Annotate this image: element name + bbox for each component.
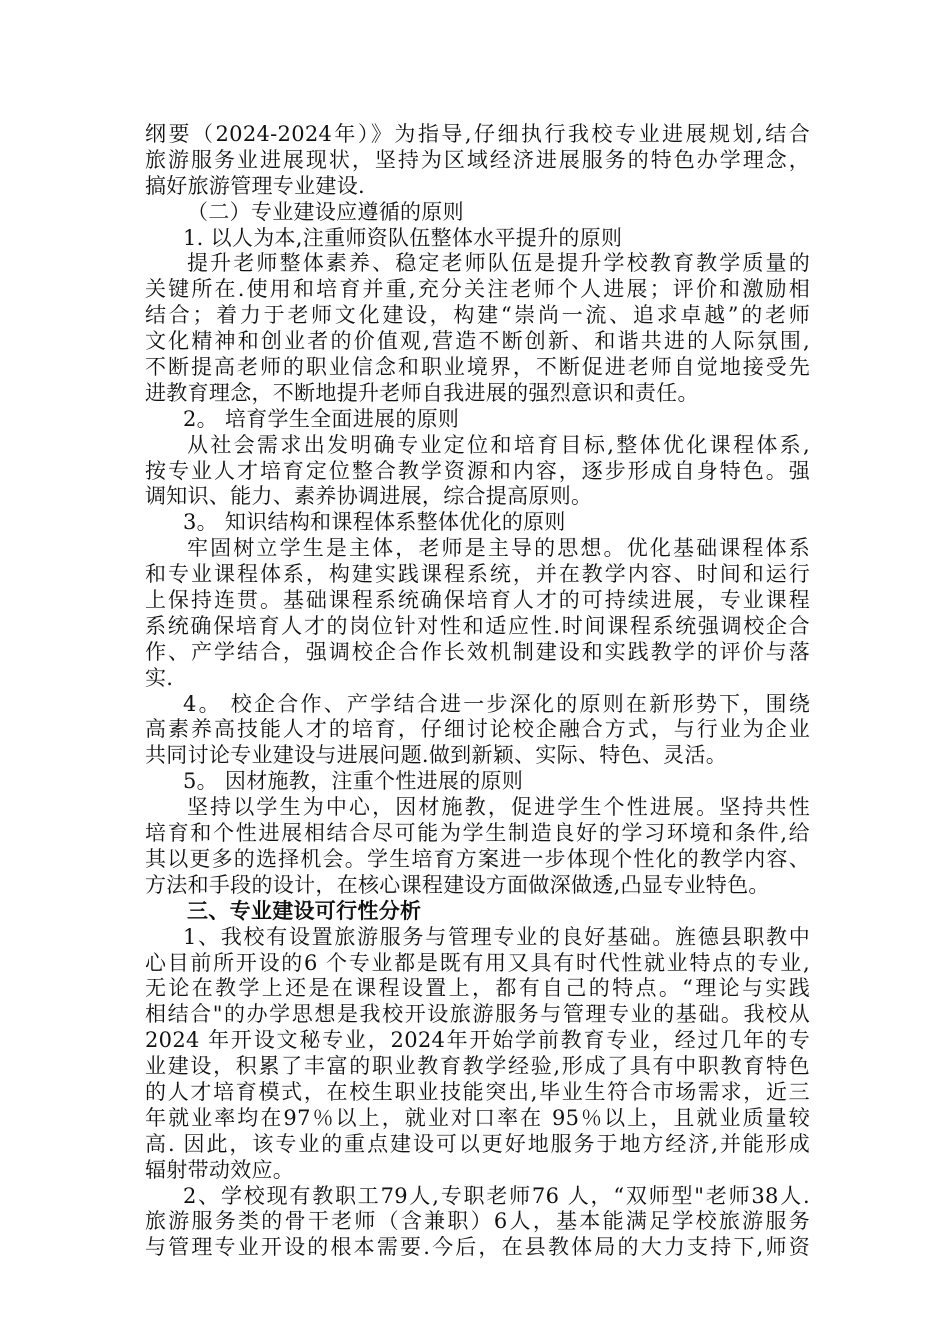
principle-5-line: 其以更多的选择机会。学生培育方案进一步体现个性化的教学内容、 — [145, 846, 810, 871]
principle-4-line: 共同讨论专业建设与进展问题.做到新颖、实际、特色、灵活。 — [145, 743, 728, 768]
feasibility-1-line: 高. 因此，该专业的重点建设可以更好地服务于地方经济,并能形成 — [145, 1131, 810, 1156]
feasibility-1-line: 1、我校有设置旅游服务与管理专业的良好基础。旌德县职教中 — [183, 924, 810, 949]
principle-4-line: 高素养高技能人才的培育，仔细讨论校企融合方式，与行业为企业 — [145, 717, 810, 742]
principle-3-line: 系统确保培育人才的岗位针对性和适应性.时间课程系统强调校企合 — [145, 613, 810, 638]
principle-1-line: 提升老师整体素养、稳定老师队伍是提升学校教育教学质量的 — [187, 251, 810, 276]
feasibility-2-line: 与管理专业开设的根本需要.今后，在县教体局的大力支持下,师资 — [145, 1235, 810, 1260]
feasibility-1-line: 的人才培育模式，在校生职业技能突出,毕业生符合市场需求，近三 — [145, 1079, 810, 1104]
principle-4-line: 4。 校企合作、产学结合进一步深化的原则在新形势下，围绕 — [183, 691, 810, 716]
principle-3-line: 作、产学结合，强调校企合作长效机制建设和实践教学的评价与落 — [145, 639, 810, 664]
feasibility-2-line: 2、学校现有教职工79人,专职老师76 人，“双师型"老师38人. — [183, 1183, 810, 1208]
principle-1-line: 关键所在.使用和培育并重,充分关注老师个人进展；评价和激励相 — [145, 277, 810, 302]
principle-3-line: 上保持连贯。基础课程系统确保培育人才的可持续进展，专业课程 — [145, 588, 810, 613]
feasibility-1-line: 无论在教学上还是在课程设置上，都有自己的特点。“理论与实践 — [145, 976, 810, 1001]
feasibility-2-line: 旅游服务类的骨干老师（含兼职）6人，基本能满足学校旅游服务 — [145, 1209, 810, 1234]
principle-2-line: 从社会需求出发明确专业定位和培育目标,整体优化课程体系, — [187, 432, 810, 457]
section-3-title: 三、专业建设可行性分析 — [187, 898, 422, 923]
principle-3-line: 实. — [145, 665, 174, 690]
principle-1-line: 结合；着力于老师文化建设，构建“崇尚一流、追求卓越”的老师 — [145, 303, 810, 328]
feasibility-1-line: 2024 年开设文秘专业，2024年开始学前教育专业，经过几年的专 — [145, 1028, 810, 1053]
principle-5-line: 方法和手段的设计，在核心课程建设方面做深做透,凸显专业特色。 — [145, 872, 770, 897]
document-page — [145, 122, 810, 1261]
section-2-title: （二）专业建设应遵循的原则 — [187, 199, 464, 224]
principle-1-title: 1. 以人为本,注重师资队伍整体水平提升的原则 — [183, 225, 623, 250]
principle-2-line: 调知识、能力、素养协调进展，综合提高原则。 — [145, 484, 593, 509]
feasibility-1-line: 年就业率均在97％以上，就业对口率在 95％以上，且就业质量较 — [145, 1105, 810, 1130]
intro-line: 纲要（2024-2024年）》为指导,仔细执行我校专业进展规划,结合 — [145, 122, 810, 146]
principle-2-line: 按专业人才培育定位整合教学资源和内容，逐步形成自身特色。强 — [145, 458, 810, 483]
intro-line: 搞好旅游管理专业建设. — [145, 173, 365, 198]
feasibility-1-line: 辐射带动效应。 — [145, 1157, 295, 1182]
principle-2-title: 2。 培育学生全面进展的原则 — [183, 406, 460, 431]
feasibility-1-line: 相结合"的办学思想是我校开设旅游服务与管理专业的基础。我校从 — [145, 1002, 810, 1027]
principle-5-line: 坚持以学生为中心，因材施教，促进学生个性进展。坚持共性 — [187, 795, 810, 820]
feasibility-1-line: 业建设，积累了丰富的职业教育教学经验,形成了具有中职教育特色 — [145, 1054, 810, 1079]
principle-1-line: 文化精神和创业者的价值观,营造不断创新、和谐共进的人际氛围, — [145, 329, 810, 354]
intro-line: 旅游服务业进展现状，坚持为区域经济进展服务的特色办学理念， — [145, 147, 810, 172]
feasibility-1-line: 心目前所开设的6 个专业都是既有用又具有时代性就业特点的专业, — [145, 950, 810, 975]
principle-3-title: 3。 知识结构和课程体系整体优化的原则 — [183, 510, 566, 535]
principle-3-line: 牢固树立学生是主体，老师是主导的思想。优化基础课程体系 — [187, 536, 810, 561]
principle-1-line: 不断提高老师的职业信念和职业境界，不断促进老师自觉地接受先 — [145, 355, 810, 380]
principle-3-line: 和专业课程体系，构建实践课程系统，并在教学内容、时间和运行 — [145, 562, 810, 587]
principle-5-line: 培育和个性进展相结合尽可能为学生制造良好的学习环境和条件,给 — [145, 821, 810, 846]
principle-5-title: 5。 因材施教，注重个性进展的原则 — [183, 769, 524, 794]
principle-1-line: 进教育理念，不断地提升老师自我进展的强烈意识和责任。 — [145, 380, 699, 405]
